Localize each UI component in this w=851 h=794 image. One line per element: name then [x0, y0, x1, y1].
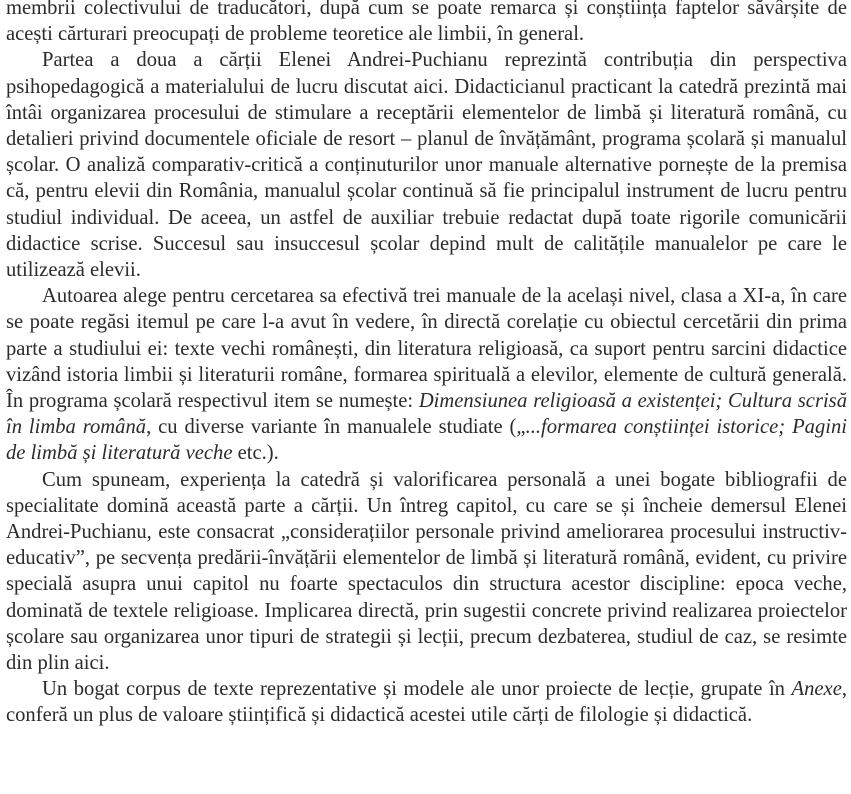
paragraph-5-italic-a: Anexe [791, 678, 842, 701]
paragraph-3-text-c: etc.). [232, 442, 279, 465]
paragraph-2 [6, 47, 847, 283]
paragraph-5 [6, 676, 847, 728]
paragraph-3-italic-b: ...formarea conștiinței istorice; Pagini de limbă și literatură veche [6, 416, 847, 465]
paragraph-3-text-b: , cu diverse variante în manualele studiate („ [146, 416, 526, 439]
paragraph-2-text: Partea a doua a cărții Elenei Andrei-Puchianu reprezintă contribuția din perspectiva psihopedagogică a materialului de lucru discutat aici. Didacticianul practicant la catedră prezintă mai întâi organizarea procesului de stimulare a receptării elementelor de limbă și literatură română, cu detalieri privind documentele oficiale de resort – planul de învățământ, programa școlară și manualul școlar. O analiză comparativ-critică a conținuturilor unor manuale alternative pornește de la premisa că, pentru elevii din România, manualul școlar continuă să fie principalul instrument de lucru pentru studiul individual. De aceea, un astfel de auxiliar trebuie redactat după toate rigorile comunicării didactice scrise. Succesul sau insuccesul școlar depind mult de calitățile manualelor pe care le utilizează elevii. [6, 49, 847, 282]
paragraph-3-italic-a: Dimensiunea religioasă a existenței; Cultura scrisă în limba română [6, 390, 847, 439]
paragraph-3 [6, 283, 847, 466]
paragraph-5-text-a: Un bogat corpus de texte reprezentative și modele ale unor proiecte de lecție, grupate în [42, 678, 792, 701]
paragraph-1-text: membrii colectivului de traducători, după cum se poate remarca și conștiința faptelor săvârșite de acești cărturari preocupați de probleme teoretice ale limbii, în general. [6, 0, 847, 46]
paragraph-4 [6, 467, 847, 677]
paragraph-5-text-b: , conferă un plus de valoare științifică și didactică acestei utile cărți de filologie și didactică. [6, 678, 847, 727]
paragraph-4-text: Cum spuneam, experiența la catedră și valorificarea personală a unei bogate bibliografii de specialitate domină această parte a cărții. Un întreg capitol, cu care se și încheie demersul Elenei Andrei-Puchianu, este consacrat „considerațiilor personale privind ameliorarea procesului instructiv-educativ”, pe secvența predării-învățării elementelor de limbă și literatură română, evident, cu privire specială asupra unui capitol nu foarte spectaculos din structura acestor discipline: epoca veche, dominată de textele religioase. Implicarea directă, prin sugestii concrete privind realizarea proiectelor școlare sau organizarea unor tipuri de strategii și lecții, precum dezbaterea, studiul de caz, se resimte din plin aici. [6, 468, 847, 675]
paragraph-1 [6, 0, 847, 47]
paragraph-3-text-a: Autoarea alege pentru cercetarea sa efectivă trei manuale de la același nivel, clasa a XI-a, în care se poate regăsi itemul pe care l-a avut în vedere, în directă corelație cu obiectul cercetării din prima parte a studiului ei: texte vechi românești, din literatura religioasă, ca suport pentru sarcini didactice vizând istoria limbii și literaturii române, formarea spirituală a elevilor, elemente de cultură generală. În programa școlară respectivul item se numește: [6, 285, 847, 413]
